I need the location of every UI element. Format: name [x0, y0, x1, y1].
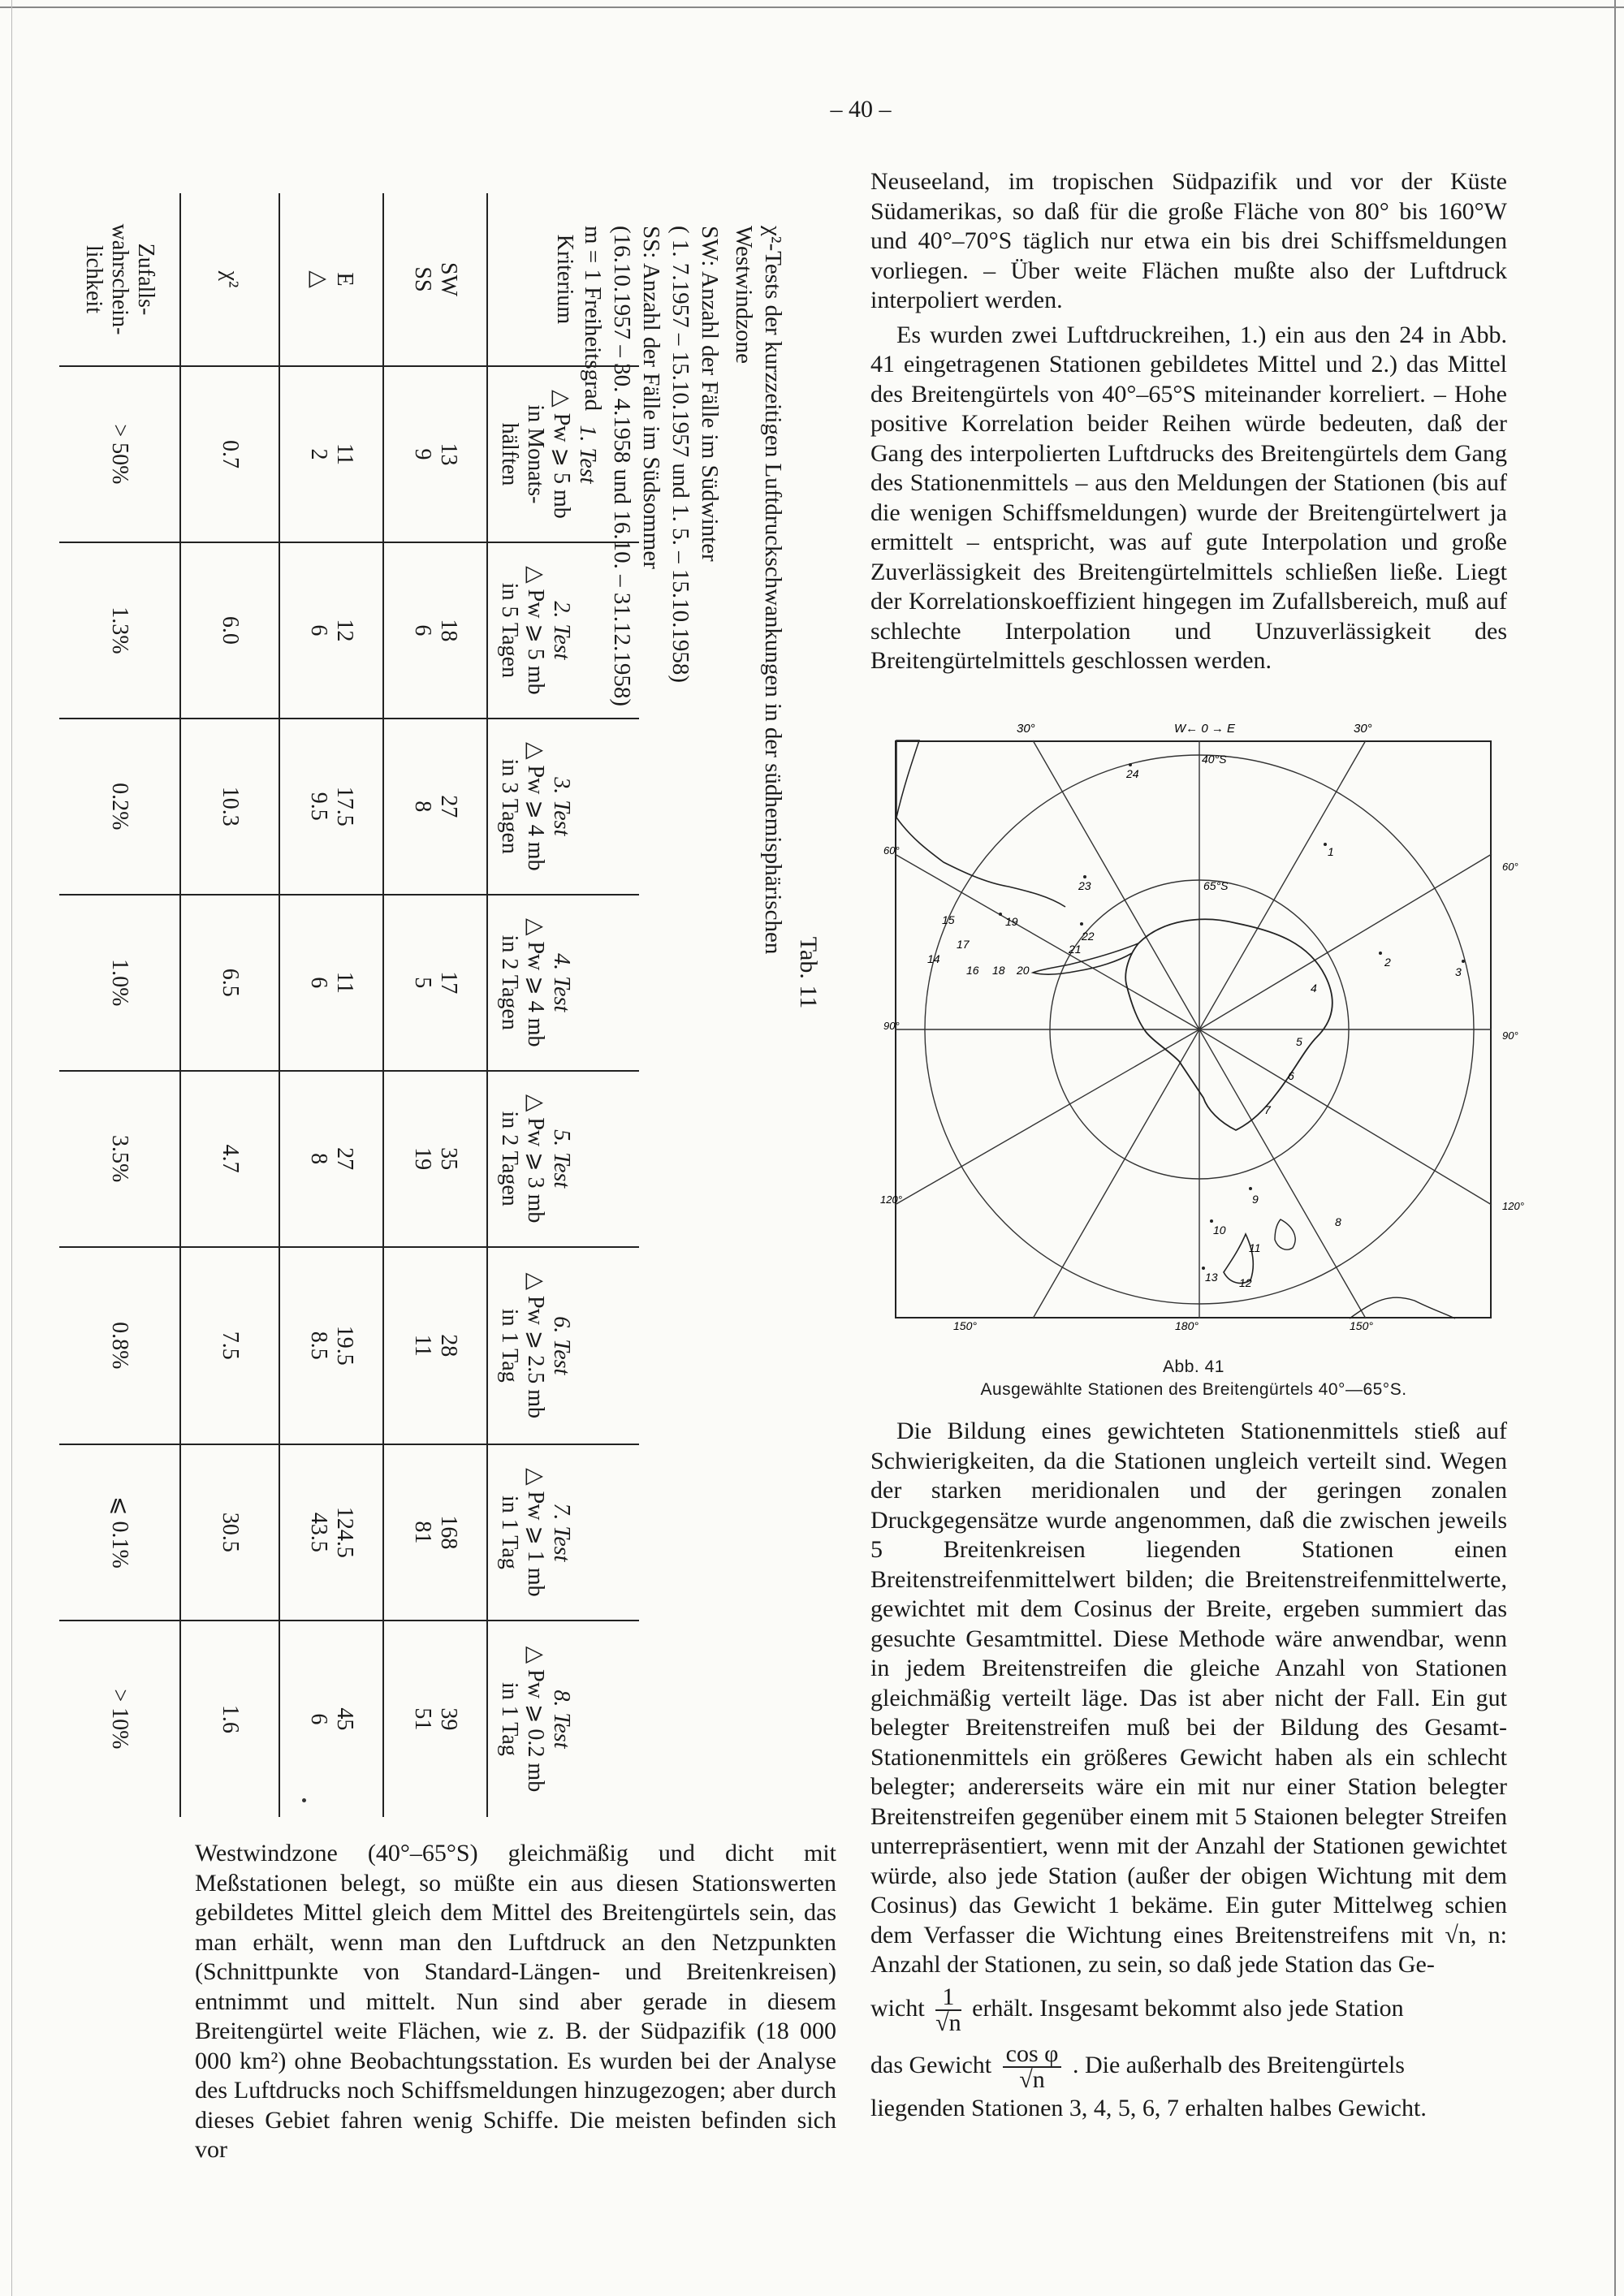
note-4: (16.10.1957 – 30. 4.1958 und 16.10. – 31.12.1958) — [609, 226, 635, 707]
test-condition: △ Pw ⩾ 0.2 mb — [523, 1646, 548, 1793]
cell: 45 6 — [279, 1621, 383, 1817]
station-dot — [1379, 952, 1382, 955]
header-test-5 — [487, 1071, 639, 1247]
station-3: 3 — [1455, 965, 1462, 978]
cell: 28 11 — [383, 1247, 487, 1444]
station-20: 20 — [1017, 964, 1030, 977]
fraction-1 — [935, 1985, 961, 2035]
paragraph: Neuseeland, im tropischen Südpazifik und vor der Küste Südamerikas, so daß für die große Fläche von 80° bis 160°W und 40°–70°S täglich nur etwa ein bis drei Schiffsmeldungen vorliegen. – Über weite Flächen mußte also der Luftdruck interpoliert werden. — [870, 168, 1507, 313]
test-period: in 2 Tagen — [497, 1111, 522, 1206]
test-period: in 3 Tagen — [497, 758, 522, 854]
label-e: E — [332, 272, 357, 287]
cell: 17.5 9.5 — [279, 719, 383, 895]
header-test-7 — [487, 1444, 639, 1621]
figure-caption — [861, 1356, 1527, 1401]
cell: 1.0% — [59, 895, 180, 1071]
right-column-bottom — [870, 1417, 1507, 2123]
fraction-2 — [1003, 2039, 1062, 2093]
coast-peninsula — [1033, 943, 1138, 974]
denominator: √n — [1019, 2065, 1045, 2093]
right-column-top — [870, 167, 1507, 676]
lbl-right: 120° — [1502, 1200, 1524, 1212]
row-label-e-delta — [279, 193, 383, 366]
eq-text: erhält. Insgesamt bekommt also jede Station — [972, 1994, 1404, 2022]
station-1: 1 — [1328, 845, 1334, 858]
cell: 17 5 — [383, 895, 487, 1071]
cell: 6.0 — [180, 542, 279, 719]
header-test-6 — [487, 1247, 639, 1444]
station-16: 16 — [966, 964, 979, 977]
paragraph: Die Bildung eines gewichteten Stationenmittels stieß auf Schwierigkeiten, da die Stationen ungleich verteilt sind. Wegen der starken meridionalen und der geringen zonalen Druckgegensätze wurde angenommen, daß die zwischen jeweils 5 Breitenkreisen liegenden Stationen einen Breitenstreifenmittelwert bilden; die Breitenstreifenmittelwerte, gewichtet mit dem Cosinus der Breite, ergeben summiert das gesuchte Gesamtmittel. Diese Methode wäre anwendbar, wenn in jedem Breitenstreifen die gleiche Anzahl von Stationen gleichmäßig verteilt läge. Das ist aber nicht der Fall. Ein gut belegter Breitenstreifen muß bei der Bildung des Gesamt-Stationenmittels ein größeres Gewicht haben als ein schlecht belegter; andererseits wäre ein mit nur einer Station belegter Breitenstreifen gegenüber einem mit 5 Staionen belegter Streifen unterrepräsentiert, wenn mit der Anzahl der Stationen gewichtet würde, also jede Station (außer der obigen Wichtung mit dem Cosinus) das Gewicht 1 bekäme. Ein guter Mittelweg schien dem Verfasser die Wichtung eines Breitenstreifens mit √n, n: Anzahl der Stationen, zu sein, so daß jede Station das Ge- — [870, 1418, 1507, 1978]
test-title: 4. Test — [549, 953, 574, 1012]
test-condition: △ Pw ⩾ 1 mb — [523, 1468, 548, 1597]
stray-dot — [302, 1798, 306, 1802]
station-dot — [1324, 843, 1327, 846]
row-label-probability: Zufalls- wahrschein- lichkeit — [81, 223, 158, 335]
table-number: Tab. 11 — [795, 936, 822, 1009]
test-period: in 2 Tagen — [497, 934, 522, 1030]
figure-label: Abb. 41 — [1163, 1357, 1224, 1376]
cell: 27 8 — [383, 719, 487, 895]
caption-line-1: χ²-Tests der kurzzeitigen Luftdruckschwankungen in der südhemisphärischen — [760, 226, 786, 955]
denominator: √n — [935, 2009, 961, 2036]
header-test-3 — [487, 719, 639, 895]
coast-south-america-lower — [896, 818, 1065, 907]
caption-line-2: Westwindzone — [731, 226, 757, 365]
test-title: 5. Test — [549, 1129, 574, 1189]
lbl-circle-40: 40°S — [1202, 753, 1227, 766]
cell: 7.5 — [180, 1247, 279, 1444]
paragraph-last: liegenden Stationen 3, 4, 5, 6, 7 erhalten halbes Gewicht. — [870, 2094, 1427, 2121]
station-5: 5 — [1296, 1035, 1302, 1048]
table-region — [81, 177, 838, 1833]
meridian — [1033, 740, 1199, 1029]
test-title: 3. Test — [549, 777, 574, 836]
station-13: 13 — [1205, 1271, 1218, 1284]
station-labels — [927, 767, 1462, 1289]
map-svg — [880, 722, 1524, 1332]
numerator: cos φ — [1003, 2042, 1062, 2068]
cell: 124.5 43.5 — [279, 1444, 383, 1621]
meridian — [1199, 1029, 1366, 1318]
cell: 6.5 — [180, 895, 279, 1071]
test-condition: △ Pw ⩾ 3 mb — [523, 1094, 548, 1224]
station-map — [880, 722, 1524, 1332]
lbl-bottom: 150° — [1350, 1319, 1373, 1332]
cell: > 50% — [59, 366, 180, 542]
station-dot — [1210, 1219, 1213, 1223]
test-period: in 5 Tagen — [497, 582, 522, 679]
equation-line-1 — [870, 1980, 1507, 2037]
cell: 168 81 — [383, 1444, 487, 1621]
lbl-left: 90° — [883, 1020, 900, 1032]
station-dot — [1083, 875, 1086, 878]
coast-island — [1275, 1219, 1295, 1249]
note-1: SW: Anzahl der Fälle im Südwinter — [697, 226, 723, 562]
station-14: 14 — [927, 952, 940, 965]
note-3: SS: Anzahl der Fälle im Südsommer — [638, 226, 664, 569]
note-5: m = 1 Freiheitsgrad — [580, 226, 606, 412]
station-dot — [1202, 1267, 1205, 1270]
rotated-table — [81, 177, 838, 1833]
test-title: 2. Test — [549, 601, 574, 660]
station-11: 11 — [1249, 1241, 1261, 1254]
header-test-8 — [487, 1621, 639, 1817]
row-label-sw-ss — [383, 193, 487, 366]
coast-antarctica — [1125, 919, 1332, 1130]
left-column-text — [195, 1839, 836, 2165]
station-17: 17 — [957, 938, 970, 951]
station-dot — [999, 913, 1002, 916]
note-2: ( 1. 7.1957 – 15.10.1957 und 1. 5. – 15.10.1958) — [667, 226, 693, 684]
cell: 1.6 — [180, 1621, 279, 1817]
test-condition: △ Pw ⩾ 5 mb — [523, 566, 548, 695]
cell: 27 8 — [279, 1071, 383, 1247]
station-12: 12 — [1239, 1276, 1252, 1289]
station-dots — [999, 763, 1465, 1270]
cell: 0.7 — [180, 366, 279, 542]
station-23: 23 — [1078, 879, 1091, 892]
test-period-2: hälften — [497, 422, 522, 486]
station-8: 8 — [1335, 1215, 1341, 1228]
meridian — [1033, 1029, 1199, 1318]
cell: 11 6 — [279, 895, 383, 1071]
cell: 0.2% — [59, 719, 180, 895]
cell: 18 6 — [383, 542, 487, 719]
station-2: 2 — [1384, 956, 1391, 969]
test-title: 6. Test — [549, 1316, 574, 1375]
row-label-chi: χ² — [180, 193, 279, 366]
station-18: 18 — [992, 964, 1005, 977]
station-15: 15 — [942, 913, 955, 926]
station-dot — [1249, 1187, 1252, 1190]
test-condition: △ Pw ⩾ 5 mb — [549, 390, 574, 519]
lbl-top: 30° — [1017, 722, 1035, 736]
lbl-left: 120° — [880, 1193, 902, 1206]
cell: 1.3% — [59, 542, 180, 719]
lbl-circle-65: 65°S — [1203, 879, 1229, 892]
test-title: 8. Test — [549, 1690, 574, 1749]
station-10: 10 — [1213, 1224, 1226, 1236]
lbl-bottom: 150° — [953, 1319, 977, 1332]
row-probability — [59, 193, 180, 1817]
station-dot — [1129, 763, 1132, 766]
test-period: in Monats- — [523, 404, 548, 504]
cell: 39 51 — [383, 1621, 487, 1817]
cell: 0.8% — [59, 1247, 180, 1444]
header-test-4 — [487, 895, 639, 1071]
cell: 35 19 — [383, 1071, 487, 1247]
graticule — [895, 740, 1492, 1318]
cell: > 10% — [59, 1621, 180, 1817]
lbl-left: 60° — [883, 844, 900, 857]
row-sw-ss — [383, 193, 487, 1817]
meridian — [895, 854, 1199, 1029]
lbl-top: 30° — [1354, 722, 1372, 736]
station-9: 9 — [1252, 1193, 1259, 1206]
figure-caption-text: Ausgewählte Stationen des Breitengürtels 40°—65°S. — [980, 1380, 1407, 1399]
test-condition: △ Pw ⩾ 4 mb — [523, 742, 548, 871]
test-period: in 1 Tag — [497, 1682, 522, 1756]
paragraph: Es wurden zwei Luftdruckreihen, 1.) ein aus den 24 in Abb. 41 eingetragenen Stationen gebildetes Mittel und 2.) das Mittel des Breitengürtels von 40°–65°S miteinander korreliert. – Hohe positive Korrelation beider Reihen würde bedeuten, daß der Gang des interpolierten Luftdrucks des Breitengürtels dem Gang des Stationenmittels – aus den Meldungen der Stationen (bis auf die wenigen Schiffsmeldungen) wurde der Breitengürtelwert ja ermittelt – entspricht, was auf gute Interpolation und große Zuverlässigkeit des Breitengürtelmittels schließen ließe. Liegt der Korrelationskoeffizient hingegen im Zufallsbereich, muß auf schlechte Interpolation und Unzuverlässigkeit des Breitengürtelmittels geschlossen werden. — [870, 321, 1507, 674]
cell: 30.5 — [180, 1444, 279, 1621]
row-chi — [180, 193, 279, 1817]
row-e-delta — [279, 193, 383, 1817]
eq-text: wicht — [870, 1994, 925, 2022]
station-19: 19 — [1005, 915, 1018, 928]
station-22: 22 — [1082, 930, 1095, 943]
header-row — [487, 193, 639, 1817]
header-test-2 — [487, 542, 639, 719]
test-condition: △ Pw ⩾ 4 mb — [523, 917, 548, 1047]
scan-edge-top — [0, 6, 1624, 8]
meridian — [1199, 1029, 1492, 1205]
station-7: 7 — [1264, 1103, 1271, 1116]
scan-edge-left — [11, 0, 12, 2296]
header-criterion: Kriterium — [487, 193, 639, 366]
station-24: 24 — [1126, 767, 1139, 780]
station-dot — [1462, 960, 1465, 963]
cell: 11 2 — [279, 366, 383, 542]
station-6: 6 — [1288, 1069, 1294, 1082]
eq-text: das Gewicht — [870, 2051, 992, 2078]
cell: 10.3 — [180, 719, 279, 895]
coast-australia — [1350, 1297, 1455, 1318]
label-ss: SS — [410, 266, 435, 292]
scan-edge-right — [1614, 0, 1616, 2296]
station-4: 4 — [1311, 982, 1317, 995]
lbl-top: W← 0 → E — [1174, 722, 1236, 736]
station-dot — [1080, 922, 1083, 926]
cell: ⩽ 0.1% — [59, 1444, 180, 1621]
cell: 19.5 8.5 — [279, 1247, 383, 1444]
cell: 13 9 — [383, 366, 487, 542]
test-period: in 1 Tag — [497, 1495, 522, 1569]
test-title: 7. Test — [549, 1503, 574, 1562]
coast-south-america — [896, 740, 919, 818]
meridian — [1199, 854, 1492, 1029]
test-condition: △ Pw ⩾ 2.5 mb — [523, 1272, 548, 1419]
numerator: 1 — [935, 1985, 961, 2011]
cell: 3.5% — [59, 1071, 180, 1247]
lbl-bottom: 180° — [1175, 1319, 1199, 1332]
meridian — [895, 1029, 1199, 1205]
lbl-right: 60° — [1502, 861, 1518, 873]
equation-line-2 — [870, 2037, 1507, 2094]
test-period: in 1 Tag — [497, 1308, 522, 1383]
test-title: 1. Test — [575, 425, 600, 484]
paragraph: Westwindzone (40°–65°S) gleichmäßig und dicht mit Meßstationen belegt, so müßte ein aus diesen Stationswerten gebildetes Mittel gleich dem Mittel des Breitengürtels sein, das man erhält, wenn man den Luftdruck an den Netzpunkten (Schnittpunkte von Standard-Längen- und Breitenkreisen) entnimmt und mittelt. Nun sind aber gerade in diesem Breitengürtel weite Flächen, wie z. B. der Südpazifik (18 000 000 km²) ohne Beobachtungsstation. Es wurden bei der Analyse des Luftdrucks noch Schiffsmeldungen hinzugezogen; aber durch dieses Gebiet fahren wenig Schiffe. Die meisten befinden sich vor — [195, 1840, 836, 2163]
page-number: – 40 – — [830, 96, 892, 123]
header-test-1 — [487, 366, 639, 542]
eq-text: . Die außerhalb des Breitengürtels — [1072, 2051, 1405, 2078]
lbl-right: 90° — [1502, 1029, 1518, 1042]
chi-square-table — [59, 193, 639, 1817]
cell: 12 6 — [279, 542, 383, 719]
label-delta: △ — [306, 270, 331, 288]
cell: 4.7 — [180, 1071, 279, 1247]
station-21: 21 — [1069, 943, 1082, 956]
label-sw: SW — [436, 262, 461, 296]
